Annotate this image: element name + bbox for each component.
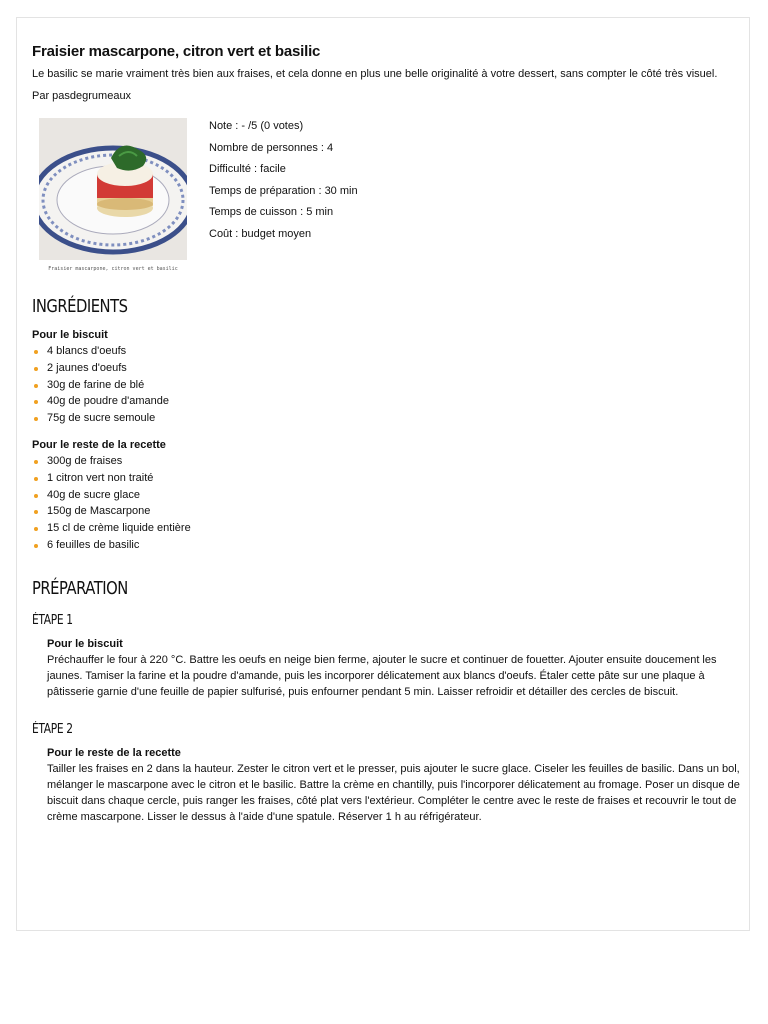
list-item — [32, 377, 742, 394]
servings: Nombre de personnes : 4 — [209, 141, 334, 154]
bullet-icon — [34, 367, 38, 371]
bullet-icon — [34, 350, 38, 354]
ingredient-text: 40g de poudre d'amande — [47, 395, 169, 408]
list-item — [32, 453, 742, 470]
prep-time: Temps de préparation : 30 min — [209, 184, 358, 197]
step-subtitle: Pour le reste de la recette — [47, 746, 181, 759]
list-item — [32, 487, 742, 504]
ingredient-group-title: Pour le reste de la recette — [32, 438, 166, 451]
recipe-meta — [209, 116, 358, 246]
bullet-icon — [34, 510, 38, 514]
recipe-card — [16, 17, 750, 931]
bullet-icon — [34, 460, 38, 464]
ingredient-text: 1 citron vert non traité — [47, 471, 154, 484]
step-title: ÉTAPE 2 — [32, 721, 73, 737]
step-subtitle: Pour le biscuit — [47, 637, 123, 650]
ingredient-text: 150g de Mascarpone — [47, 505, 151, 518]
step-text: Préchauffer le four à 220 °C. Battre les oeufs en neige bien ferme, ajouter le sucre et continuer de fouetter. Ajouter ensuite doucement les jaunes. Tamiser la farine et la poudre d'amande, puis les incorporer délicatement aux blancs d'oeufs. Étaler cette pâte sur une plaque à pâtisserie garnie d'une feuille de papier sulfurisé, puis enfourner pendant 5 min. Laisser refroidir et détailler des cercles de biscuit. — [47, 653, 717, 698]
bullet-icon — [34, 400, 38, 404]
ingredient-list — [32, 453, 742, 554]
ingredient-text: 300g de fraises — [47, 454, 123, 467]
ingredient-text: 6 feuilles de basilic — [47, 538, 140, 551]
ingredient-text: 4 blancs d'oeufs — [47, 345, 127, 357]
step-body — [47, 636, 742, 700]
list-item — [32, 410, 742, 427]
ingredient-group-title: Pour le biscuit — [32, 329, 108, 341]
cook-time: Temps de cuisson : 5 min — [209, 206, 334, 219]
recipe-description: Le basilic se marie vraiment très bien aux fraises, et cela donne en plus une belle originalité à votre dessert, sans compter le côté très visuel. — [32, 68, 718, 80]
recipe-title: Fraisier mascarpone, citron vert et basilic — [32, 43, 321, 60]
recipe-photo — [39, 118, 187, 260]
list-item — [32, 520, 742, 537]
recipe-summary — [32, 116, 742, 286]
ingredient-text: 40g de sucre glace — [47, 488, 140, 501]
ingredient-list — [32, 343, 742, 427]
list-item — [32, 360, 742, 377]
bullet-icon — [34, 544, 38, 548]
bullet-icon — [34, 477, 38, 481]
rating: Note : - /5 (0 votes) — [209, 120, 304, 132]
ingredient-text: 75g de sucre semoule — [47, 412, 156, 425]
cost: Coût : budget moyen — [209, 227, 312, 240]
recipe-content — [32, 42, 742, 825]
list-item — [32, 393, 742, 410]
recipe-author: Par pasdegrumeaux — [32, 90, 132, 102]
ingredient-text: 15 cl de crème liquide entière — [47, 522, 191, 535]
ingredient-text: 30g de farine de blé — [47, 378, 145, 391]
list-item — [32, 503, 742, 520]
difficulty: Difficulté : facile — [209, 163, 286, 176]
bullet-icon — [34, 527, 38, 531]
step-body — [47, 745, 742, 825]
bullet-icon — [34, 417, 38, 421]
photo-caption: Fraisier mascarpone, citron vert et basilic — [48, 266, 178, 272]
step-text: Tailler les fraises en 2 dans la hauteur. Zester le citron vert et le presser, puis ajouter le sucre glace. Ciseler les feuilles de basilic. Dans un bol, mélanger le mascarpone avec le citron et le basilic. Battre la crème en chantilly, puis l'incorporer délicatement au fromage. Poser un disque de biscuit dans chaque cercle, puis ranger les fraises, côté plat vers l'extérieur. Compléter le centre avec le reste de fraises et recouvrir le tout de crème mascarpone. Lisser le dessus à l'aide d'une spatule. Réserver 1 h au réfrigérateur. — [47, 762, 740, 823]
step-title: ÉTAPE 1 — [32, 612, 73, 628]
list-item — [32, 470, 742, 487]
preparation-heading: PRÉPARATION — [32, 577, 128, 599]
list-item — [32, 343, 742, 360]
ingredient-text: 2 jaunes d'oeufs — [47, 361, 127, 374]
list-item — [32, 537, 742, 554]
bullet-icon — [34, 494, 38, 498]
bullet-icon — [34, 384, 38, 388]
ingredients-heading: INGRÉDIENTS — [32, 296, 128, 317]
